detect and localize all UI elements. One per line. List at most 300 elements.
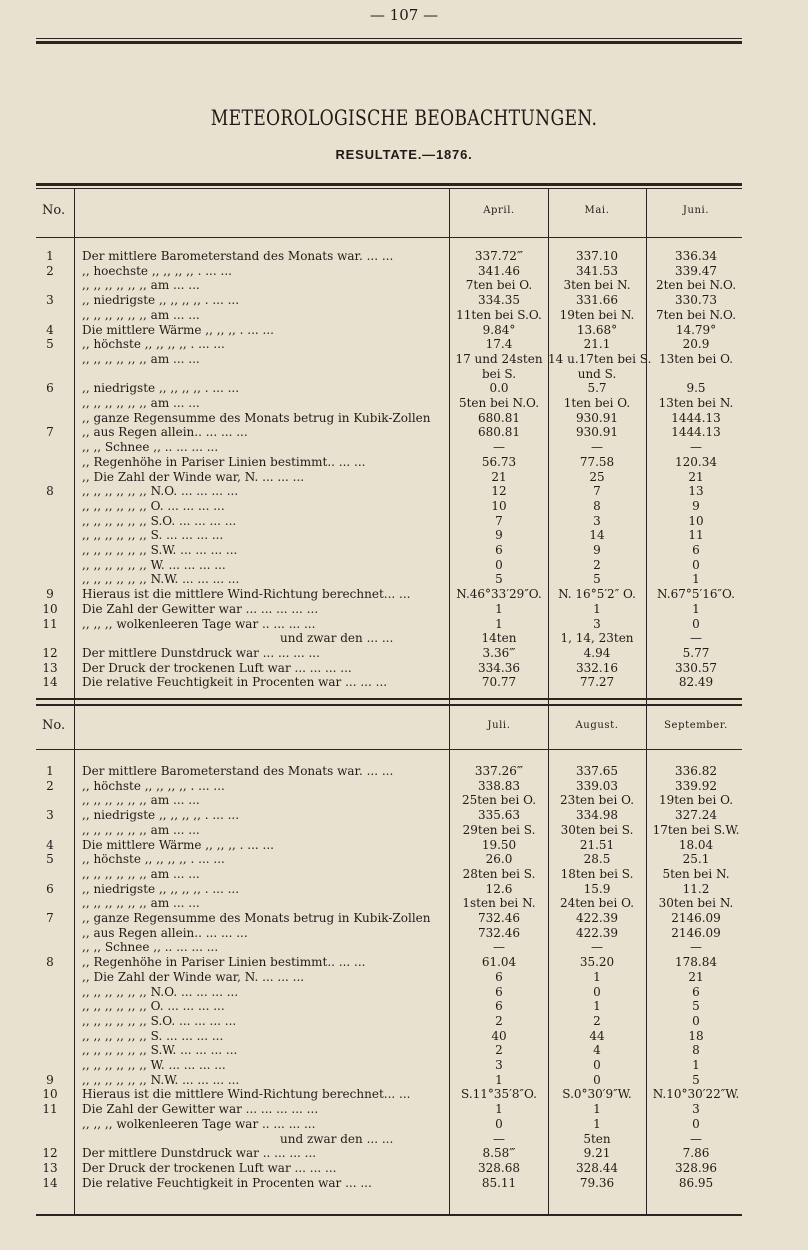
row-label: ,, ,, ,, ,, ,, ,, S. ... ... ... ...	[82, 528, 224, 543]
table1-header-mai: Mai.	[584, 205, 610, 216]
cell-value: 9.5	[686, 381, 706, 396]
table-row	[36, 779, 742, 795]
table2-header-no: No.	[42, 718, 66, 733]
cell-value: 0	[593, 984, 601, 999]
row-label: ,, ,, ,, ,, ,, ,, S.W. ... ... ... ...	[82, 1043, 238, 1058]
table-row	[36, 381, 742, 397]
cell-value: 3	[593, 513, 601, 528]
row-label: ,, ganze Regensumme des Monats betrug in Kubik-Zollen	[82, 911, 431, 925]
table-row	[36, 543, 742, 559]
table-row	[36, 470, 742, 486]
row-label: Die relative Feuchtigkeit in Procenten war ... ... ...	[82, 675, 388, 690]
cell-value: N. 16°5′2″ O.	[558, 587, 636, 602]
cell-value: 120.34	[675, 454, 717, 469]
cell-value: und S.	[577, 366, 617, 381]
cell-value: —	[690, 440, 702, 455]
cell-value: 25.1	[682, 852, 710, 867]
cell-value: 24ten bei O.	[559, 896, 635, 911]
cell-value: 337.10	[576, 249, 618, 263]
row-label: ,, ,, ,, ,, ,, ,, S.W. ... ... ... ...	[82, 543, 238, 557]
cell-value: 1	[593, 1116, 601, 1131]
cell-value: 1	[495, 616, 503, 631]
cell-value: 11	[688, 528, 704, 543]
cell-value: 2	[495, 1043, 503, 1058]
cell-value: 339.47	[675, 263, 717, 278]
table1-header-april: April.	[483, 205, 515, 216]
table-row	[36, 1132, 742, 1148]
row-number: 5	[46, 852, 54, 867]
cell-value: 1	[593, 601, 601, 616]
table1-header-no: No.	[42, 203, 66, 218]
cell-value: 1	[692, 601, 700, 616]
cell-value: 6	[495, 999, 503, 1014]
table-row	[36, 425, 742, 441]
table-row	[36, 808, 742, 824]
table-row	[36, 985, 742, 1001]
cell-value: 0	[692, 1013, 700, 1028]
table-row	[36, 793, 742, 809]
cell-value: 8	[593, 498, 601, 513]
row-label: ,, ,, ,, ,, ,, ,, S. ... ... ... ...	[82, 1028, 224, 1043]
row-label: ,, ,, ,, ,, ,, ,, am ... ...	[82, 307, 200, 322]
cell-value: 334.35	[478, 293, 520, 308]
row-number: 1	[46, 764, 54, 778]
cell-value: 61.04	[481, 955, 517, 970]
cell-value: 21	[688, 469, 704, 484]
cell-value: 85.11	[481, 1175, 517, 1190]
cell-value: 77.58	[579, 454, 615, 469]
cell-value: 9.84°	[482, 322, 516, 337]
page-title: METEOROLOGISCHE BEOBACHTUNGEN.	[210, 106, 598, 130]
cell-value: 330.57	[675, 660, 717, 675]
cell-value: 19ten bei O.	[658, 793, 734, 808]
row-label: ,, höchste ,, ,, ,, ,, . ... ...	[82, 852, 225, 867]
cell-value: 8.58‴	[482, 1146, 516, 1161]
row-label: Der mittlere Barometerstand des Monats war. ... ...	[82, 764, 394, 778]
cell-value: 330.73	[675, 293, 717, 308]
table-row	[36, 926, 742, 942]
table-row	[36, 631, 742, 647]
table-row	[36, 455, 742, 471]
cell-value: 5	[692, 1072, 700, 1087]
table2-header-juli: Juli.	[487, 720, 511, 731]
cell-value: 35.20	[579, 955, 615, 970]
table-row	[36, 293, 742, 309]
cell-value: —	[690, 940, 702, 955]
row-number: 8	[46, 484, 54, 499]
table-row	[36, 514, 742, 530]
cell-value: 5	[495, 572, 503, 587]
row-label: ,, ,, ,, ,, ,, ,, O. ... ... ... ...	[82, 999, 225, 1014]
cell-value: 337.72‴	[474, 249, 524, 263]
table-row	[36, 602, 742, 618]
table2-header-august: August.	[575, 720, 619, 731]
table-row	[36, 896, 742, 912]
cell-value: 5ten bei N.O.	[458, 396, 540, 410]
cell-value: —	[591, 440, 603, 455]
table-row	[36, 764, 742, 780]
table-row	[36, 411, 742, 427]
cell-value: 335.63	[478, 808, 520, 823]
row-label: Der mittlere Dunstdruck war ... ... ... ...	[82, 645, 320, 660]
table-row	[36, 308, 742, 324]
cell-value: 337.26‴	[474, 764, 524, 778]
cell-value: 680.81	[478, 425, 520, 440]
row-number: 2	[46, 263, 54, 278]
row-number: 1	[46, 249, 54, 263]
cell-value: 6	[692, 543, 700, 557]
cell-value: 1sten bei N.	[462, 896, 536, 911]
table-row	[36, 323, 742, 339]
table-row	[36, 970, 742, 986]
row-label: ,, ,, ,, ,, ,, ,, am ... ...	[82, 866, 200, 881]
cell-value: 21	[491, 469, 507, 484]
row-label: Der mittlere Barometerstand des Monats war. ... ...	[82, 249, 394, 263]
row-label: Die Zahl der Gewitter war ... ... ... ... ...	[82, 601, 319, 616]
cell-value: 1444.13	[671, 410, 721, 425]
row-label: ,, ,, ,, wolkenleeren Tage war .. ... ... ...	[82, 1116, 316, 1131]
cell-value: 10	[688, 513, 704, 528]
row-label: ,, aus Regen allein.. ... ... ...	[82, 925, 248, 940]
cell-value: 422.39	[576, 925, 618, 940]
cell-value: 18.04	[678, 837, 714, 852]
cell-value: 14.79°	[675, 322, 717, 337]
cell-value: 1444.13	[671, 425, 721, 440]
row-label: Die Zahl der Gewitter war ... ... ... ... ...	[82, 1102, 319, 1117]
cell-value: 29ten bei S.	[462, 822, 536, 837]
table-row	[36, 1073, 742, 1089]
cell-value: 21.1	[583, 337, 611, 352]
cell-value: 338.83	[478, 778, 520, 793]
cell-value: 6	[495, 984, 503, 999]
row-label: ,, ,, ,, ,, ,, ,, N.W. ... ... ... ...	[82, 572, 240, 587]
row-label: Die relative Feuchtigkeit in Procenten war ... ...	[82, 1175, 372, 1190]
cell-value: 336.82	[675, 764, 717, 778]
cell-value: 1	[593, 1102, 601, 1117]
row-label: ,, ,, ,, ,, ,, ,, am ... ...	[82, 278, 200, 293]
cell-value: 7	[593, 484, 601, 499]
cell-value: 732.46	[478, 911, 520, 925]
top-rule-thin	[36, 38, 742, 39]
cell-value: 5	[692, 999, 700, 1014]
row-label: ,, Die Zahl der Winde war, N. ... ... ...	[82, 469, 305, 484]
cell-value: 10	[491, 498, 507, 513]
cell-value: 21	[688, 969, 704, 984]
row-label: Die mittlere Wärme ,, ,, ,, . ... ...	[82, 837, 274, 852]
row-label: ,, ,, ,, ,, ,, ,, S.O. ... ... ... ...	[82, 1013, 237, 1028]
row-label: ,, niedrigste ,, ,, ,, ,, . ... ...	[82, 881, 240, 896]
cell-value: 327.24	[675, 808, 717, 823]
cell-value: 9.21	[583, 1146, 611, 1161]
cell-value: —	[591, 940, 603, 955]
cell-value: 14	[589, 528, 605, 543]
row-label: ,, ,, ,, ,, ,, ,, O. ... ... ... ...	[82, 498, 225, 513]
row-number: 6	[46, 381, 54, 396]
table-row	[36, 882, 742, 898]
cell-value: 86.95	[678, 1175, 714, 1190]
cell-value: N.46°33′29″O.	[456, 587, 542, 602]
table-row	[36, 1176, 742, 1192]
cell-value: 18	[688, 1028, 704, 1043]
row-number: 12	[42, 645, 58, 660]
cell-value: 14 u.17ten bei S.	[548, 351, 652, 366]
row-number: 10	[42, 601, 58, 616]
cell-value: 25	[589, 469, 605, 484]
table-row	[36, 1029, 742, 1045]
row-label: ,, Regenhöhe in Pariser Linien bestimmt.. ... ...	[82, 454, 366, 469]
row-number: 7	[46, 911, 54, 925]
table-row	[36, 867, 742, 883]
cell-value: bei S.	[481, 366, 517, 381]
table-row	[36, 572, 742, 588]
cell-value: 13ten bei O.	[658, 351, 734, 366]
cell-value: 5ten bei N.	[662, 866, 730, 881]
cell-value: 341.46	[478, 263, 520, 278]
cell-value: 19ten bei N.	[559, 307, 635, 322]
cell-value: 3	[692, 1102, 700, 1117]
cell-value: 2	[593, 1013, 601, 1028]
cell-value: 70.77	[481, 675, 517, 690]
cell-value: 4.94	[583, 645, 611, 660]
cell-value: 30ten bei N.	[658, 896, 734, 911]
table1-top-rule-thin	[36, 188, 742, 189]
cell-value: 3	[495, 1058, 503, 1072]
cell-value: 30ten bei S.	[560, 822, 634, 837]
cell-value: 9	[593, 543, 601, 557]
row-number: 4	[46, 322, 54, 337]
row-label: ,, ,, ,, ,, ,, ,, am ... ...	[82, 351, 200, 366]
cell-value: 1ten bei O.	[563, 396, 631, 410]
cell-value: 14ten	[481, 631, 517, 646]
cell-value: 5ten	[583, 1131, 611, 1146]
table-row	[36, 940, 742, 956]
cell-value: 56.73	[481, 454, 517, 469]
row-label: und zwar den ... ...	[280, 1131, 394, 1146]
cell-value: 2ten bei N.O.	[655, 278, 737, 293]
cell-value: 17.4	[485, 337, 513, 352]
cell-value: 77.27	[579, 675, 615, 690]
cell-value: 337.65	[576, 764, 618, 778]
cell-value: 82.49	[678, 675, 714, 690]
cell-value: 0	[495, 1116, 503, 1131]
cell-value: 5.7	[587, 381, 607, 396]
cell-value: 17ten bei S.W.	[652, 822, 740, 837]
table-row	[36, 617, 742, 633]
page-subtitle: RESULTATE.—1876.	[335, 147, 473, 162]
cell-value: 17 und 24sten	[455, 351, 543, 366]
table-row	[36, 838, 742, 854]
cell-value: 13.68°	[576, 322, 618, 337]
row-label: ,, ,, ,, ,, ,, ,, N.W. ... ... ... ...	[82, 1072, 240, 1087]
row-number: 11	[42, 1102, 58, 1117]
cell-value: 6	[692, 984, 700, 999]
cell-value: 11.2	[682, 881, 710, 896]
cell-value: 0	[692, 557, 700, 572]
cell-value: 26.0	[485, 852, 513, 867]
cell-value: 328.68	[478, 1160, 520, 1175]
cell-value: 2146.09	[671, 911, 721, 925]
table-row	[36, 1014, 742, 1030]
cell-value: —	[690, 1131, 702, 1146]
row-label: ,, niedrigste ,, ,, ,, ,, . ... ...	[82, 381, 240, 396]
row-label: ,, ,, ,, ,, ,, ,, W. ... ... ... ...	[82, 1058, 226, 1072]
row-number: 6	[46, 881, 54, 896]
cell-value: 0	[593, 1072, 601, 1087]
cell-value: 680.81	[478, 410, 520, 425]
cell-value: 3ten bei N.	[563, 278, 631, 293]
cell-value: 0	[593, 1058, 601, 1072]
cell-value: 0.0	[489, 381, 509, 396]
row-number: 14	[42, 675, 58, 690]
table-row	[36, 1043, 742, 1059]
cell-value: 930.91	[576, 410, 618, 425]
table-row	[36, 1058, 742, 1074]
row-label: ,, ,, ,, wolkenleeren Tage war .. ... ... ...	[82, 616, 316, 631]
table-row	[36, 264, 742, 280]
cell-value: 334.98	[576, 808, 618, 823]
row-label: ,, niedrigste ,, ,, ,, ,, . ... ...	[82, 293, 240, 308]
cell-value: 11ten bei S.O.	[456, 307, 542, 322]
row-number: 3	[46, 808, 54, 823]
table-row	[36, 249, 742, 265]
table-row	[36, 1102, 742, 1118]
row-number: 9	[46, 587, 54, 602]
cell-value: N.67°5′16″O.	[657, 587, 735, 602]
cell-value: 732.46	[478, 925, 520, 940]
row-label: ,, Die Zahl der Winde war, N. ... ... ...	[82, 969, 305, 984]
row-label: ,, aus Regen allein.. ... ... ...	[82, 425, 248, 440]
cell-value: 7ten bei N.O.	[655, 307, 737, 322]
cell-value: 1	[593, 999, 601, 1014]
row-number: 4	[46, 837, 54, 852]
row-label: ,, höchste ,, ,, ,, ,, . ... ...	[82, 337, 225, 352]
table-row	[36, 484, 742, 500]
table-row	[36, 852, 742, 868]
cell-value: 2146.09	[671, 925, 721, 940]
cell-value: 331.66	[576, 293, 618, 308]
cell-value: 7.86	[682, 1146, 710, 1161]
table-row	[36, 1146, 742, 1162]
cell-value: 5.77	[682, 645, 710, 660]
cell-value: 3	[593, 616, 601, 631]
cell-value: 930.91	[576, 425, 618, 440]
table-row	[36, 396, 742, 412]
cell-value: S.11°35′8″O.	[461, 1087, 537, 1102]
table-row	[36, 911, 742, 927]
cell-value: 28ten bei S.	[462, 866, 536, 881]
row-label: ,, ,, ,, ,, ,, ,, am ... ...	[82, 793, 200, 808]
row-number: 10	[42, 1087, 58, 1102]
table-row	[36, 278, 742, 294]
cell-value: 422.39	[576, 911, 618, 925]
row-number: 5	[46, 337, 54, 352]
table-row	[36, 528, 742, 544]
row-number: 14	[42, 1175, 58, 1190]
table-row	[36, 661, 742, 677]
table2-header-september: September.	[664, 720, 728, 731]
table2-header-rule	[36, 749, 742, 750]
cell-value: 334.36	[478, 660, 520, 675]
cell-value: 0	[692, 1116, 700, 1131]
cell-value: 7ten bei O.	[465, 278, 533, 293]
cell-value: 1	[692, 1058, 700, 1072]
cell-value: 40	[491, 1028, 507, 1043]
cell-value: 18ten bei S.	[560, 866, 634, 881]
cell-value: 12.6	[485, 881, 513, 896]
cell-value: 332.16	[576, 660, 618, 675]
table-row	[36, 823, 742, 839]
row-label: ,, ,, ,, ,, ,, ,, am ... ...	[82, 396, 200, 410]
row-label: Die mittlere Wärme ,, ,, ,, . ... ...	[82, 322, 274, 337]
row-number: 9	[46, 1072, 54, 1087]
row-label: und zwar den ... ...	[280, 631, 394, 646]
table-row	[36, 499, 742, 515]
cell-value: 9	[495, 528, 503, 543]
table1-header-juni: Juni.	[682, 205, 710, 216]
row-number: 3	[46, 293, 54, 308]
table2-top-rule	[36, 704, 742, 706]
cell-value: 28.5	[583, 852, 611, 867]
cell-value: 44	[589, 1028, 605, 1043]
cell-value: 9	[692, 498, 700, 513]
cell-value: 1	[495, 1102, 503, 1117]
row-label: ,, ,, ,, ,, ,, ,, N.O. ... ... ... ...	[82, 984, 239, 999]
cell-value: 5	[593, 572, 601, 587]
top-rule-thick	[36, 41, 742, 44]
table-row	[36, 1087, 742, 1103]
cell-value: S.0°30′9″W.	[562, 1087, 632, 1102]
table-row	[36, 1117, 742, 1133]
table-row	[36, 646, 742, 662]
row-label: Hieraus ist die mittlere Wind-Richtung berechnet... ...	[82, 587, 411, 602]
row-number: 11	[42, 616, 58, 631]
cell-value: 1	[692, 572, 700, 587]
table-row	[36, 337, 742, 353]
cell-value: 4	[593, 1043, 601, 1058]
cell-value: 13ten bei N.	[658, 396, 734, 410]
cell-value: 328.96	[675, 1160, 717, 1175]
table-row	[36, 558, 742, 574]
cell-value: 1, 14, 23ten	[560, 631, 634, 646]
table1-bottom-rule	[36, 698, 742, 700]
cell-value: 19.50	[481, 837, 517, 852]
cell-value: 25ten bei O.	[461, 793, 537, 808]
cell-value: —	[493, 940, 505, 955]
table-row	[36, 1161, 742, 1177]
row-label: ,, ,, ,, ,, ,, ,, W. ... ... ... ...	[82, 557, 226, 572]
row-label: Der mittlere Dunstdruck war .. ... ... ...	[82, 1146, 317, 1161]
cell-value: 6	[495, 969, 503, 984]
row-label: ,, niedrigste ,, ,, ,, ,, . ... ...	[82, 808, 240, 823]
table-row	[36, 587, 742, 603]
cell-value: 336.34	[675, 249, 717, 263]
row-label: ,, ganze Regensumme des Monats betrug in Kubik-Zollen	[82, 410, 431, 425]
row-label: Der Druck der trockenen Luft war ... ... ... ...	[82, 660, 352, 675]
cell-value: 178.84	[675, 955, 717, 970]
table-row	[36, 999, 742, 1015]
row-label: ,, Regenhöhe in Pariser Linien bestimmt.. ... ...	[82, 955, 366, 970]
row-label: Hieraus ist die mittlere Wind-Richtung berechnet... ...	[82, 1087, 411, 1102]
cell-value: 0	[692, 616, 700, 631]
cell-value: 7	[495, 513, 503, 528]
cell-value: 13	[688, 484, 704, 499]
table1-header-rule	[36, 237, 742, 238]
row-number: 2	[46, 778, 54, 793]
cell-value: 3.36‴	[482, 645, 516, 660]
table-row	[36, 955, 742, 971]
cell-value: 15.9	[583, 881, 611, 896]
cell-value: 2	[495, 1013, 503, 1028]
